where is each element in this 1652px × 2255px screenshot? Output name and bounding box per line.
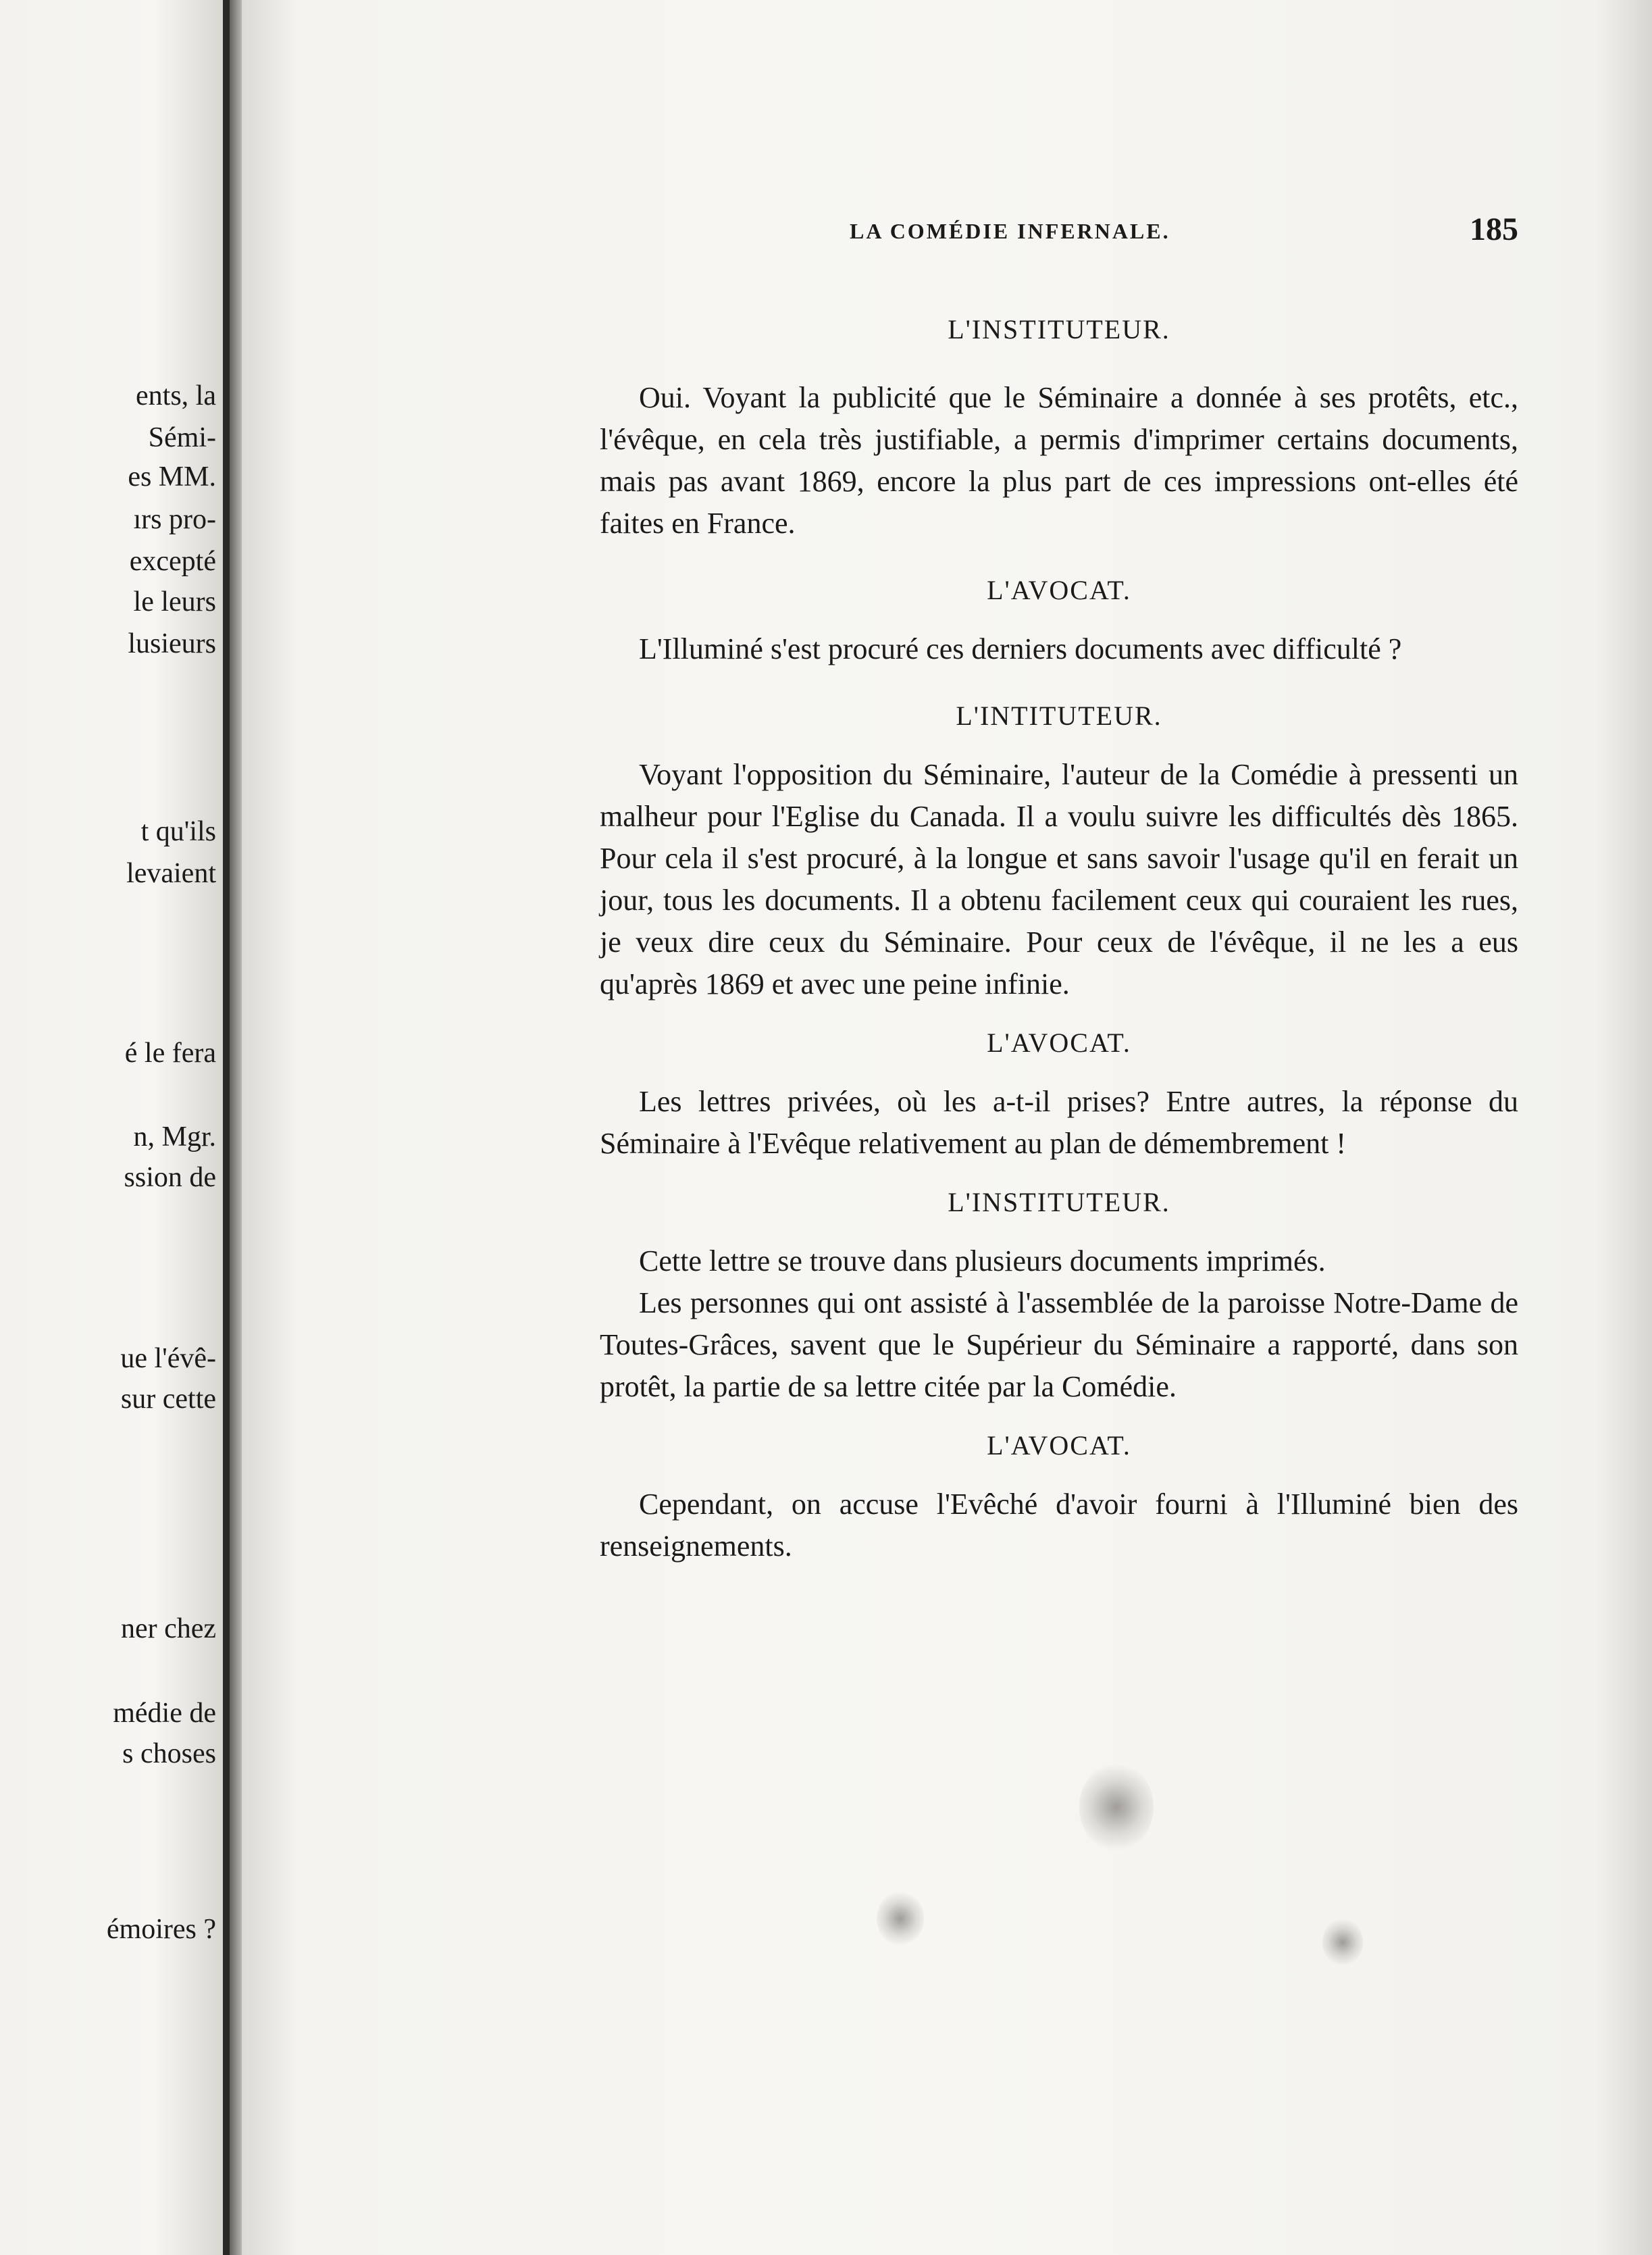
page-header <box>850 211 1518 251</box>
paper-stain <box>877 1892 924 1946</box>
facing-page-line: excepté <box>129 546 216 577</box>
facing-page-line: émoires ? <box>106 1914 216 1945</box>
facing-page-line: ue l'évê- <box>120 1343 216 1374</box>
speaker-heading: L'INSTITUTEUR. <box>948 1187 1170 1217</box>
paragraph: Les lettres privées, où les a-t-il prises? Entre autres, la réponse du Séminaire à l'Evêque relativement au plan de démembrement ! <box>600 1085 1518 1160</box>
facing-page-line: ents, la <box>136 380 216 411</box>
paragraph: Voyant l'opposition du Séminaire, l'auteur de la Comédie à pressenti un malheur pour l'Eglise du Canada. Il a voulu suivre les difficultés dès 1865. Pour cela il s'est procuré, à la longue et sans savoir l'usage qu'il en ferait un jour, tous les documents. Il a obtenu facilement ceux qui couraient les rues, je veux dire ceux du Séminaire. Pour ceux de l'évêque, il ne les a eus qu'après 1869 et avec une peine infinie. <box>600 758 1518 1000</box>
facing-page-line: ssion de <box>124 1162 216 1193</box>
speaker-heading: L'INTITUTEUR. <box>956 701 1162 731</box>
speaker-heading: L'INSTITUTEUR. <box>948 314 1170 345</box>
facing-page-line: es MM. <box>128 461 216 492</box>
paragraph: L'Illuminé s'est procuré ces derniers documents avec difficulté ? <box>639 632 1402 665</box>
facing-page-line: t qu'ils <box>140 816 216 847</box>
facing-page-line: é le fera <box>124 1038 216 1069</box>
facing-page-line: levaient <box>126 858 216 889</box>
running-title: LA COMÉDIE INFERNALE. <box>850 219 1170 243</box>
facing-page-line: s choses <box>122 1738 216 1769</box>
paragraph: Cependant, on accuse l'Evêché d'avoir fourni à l'Illuminé bien des renseignements. <box>600 1488 1518 1563</box>
facing-page-line: le leurs <box>133 586 216 617</box>
speaker-heading: L'AVOCAT. <box>987 575 1131 605</box>
facing-page-line: Sémi- <box>148 422 216 453</box>
facing-page-line: lusieurs <box>128 628 216 659</box>
paper-stain <box>1079 1763 1154 1851</box>
main-text <box>600 311 1518 1567</box>
speaker-heading: L'AVOCAT. <box>987 1028 1131 1058</box>
facing-page-line: sur cette <box>120 1384 216 1415</box>
facing-page-line: n, Mgr. <box>133 1121 216 1152</box>
paper-stain <box>1322 1919 1363 1966</box>
gutter-edge <box>223 0 230 2255</box>
paragraph: Oui. Voyant la publicité que le Séminaire a donnée à ses protêts, etc., l'évêque, en cela très justifiable, a permis d'imprimer certains documents, mais pas avant 1869, encore la plus part de ces impressions ont-elles été faites en France. <box>600 381 1518 540</box>
facing-page-line: médie de <box>113 1698 216 1729</box>
facing-page-line: ner chez <box>120 1613 216 1644</box>
page-number: 185 <box>1470 211 1518 247</box>
facing-page-line: ırs pro- <box>133 504 216 535</box>
paragraph: Cette lettre se trouve dans plusieurs documents imprimés. <box>639 1244 1326 1277</box>
page-185 <box>242 0 1652 2255</box>
paragraph: Les personnes qui ont assisté à l'assemblée de la paroisse Notre-Dame de Toutes-Grâces, savent que le Supérieur du Séminaire a rapporté, dans son protêt, la partie de sa lettre citée par la Comédie. <box>600 1286 1518 1403</box>
facing-page-left <box>0 0 223 2255</box>
speaker-heading: L'AVOCAT. <box>987 1430 1131 1461</box>
